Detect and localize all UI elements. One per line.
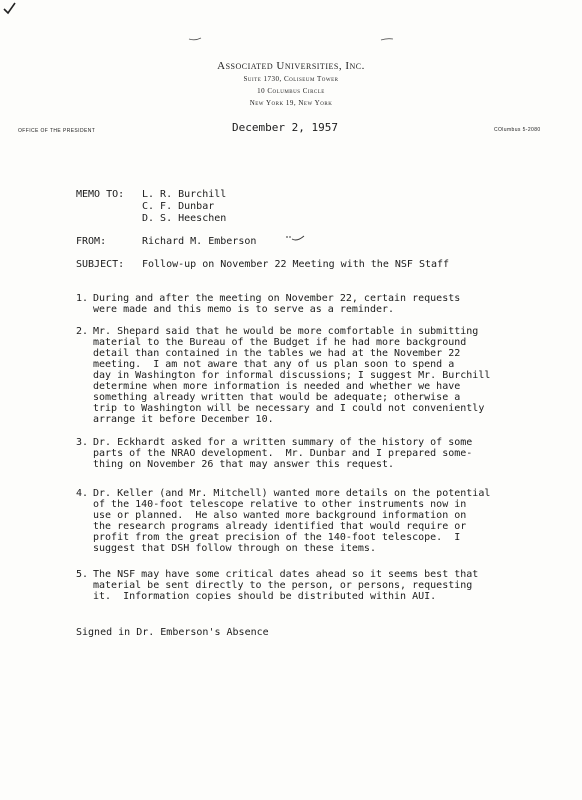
paragraph-number: 4. — [76, 488, 89, 499]
office-label: OFFICE OF THE PRESIDENT — [18, 128, 96, 134]
paragraph-line: day in Washington for informal discussions; I suggest Mr. Burchill — [93, 370, 491, 381]
paragraph-line: the research programs already identified that would require or — [93, 521, 467, 532]
paragraph-line: trip to Washington will be necessary and I could not conveniently — [93, 403, 485, 414]
paragraph-line: detail than contained in the tables we had at the November 22 — [93, 348, 461, 359]
paragraph-line: arrange it before December 10. — [93, 414, 274, 425]
memo-to-label: MEMO TO: — [76, 189, 125, 200]
stray-mark-icon — [380, 36, 394, 42]
paragraph-line: thing on November 26 that may answer this request. — [93, 459, 395, 470]
memo-date: December 2, 1957 — [232, 121, 338, 134]
closing-note: Signed in Dr. Emberson's Absence — [76, 627, 269, 638]
paragraph-number: 2. — [76, 326, 89, 337]
paragraph-line: meeting. I am not aware that any of us plan soon to spend a — [93, 359, 455, 370]
paragraph-number: 1. — [76, 293, 89, 304]
letterhead-org: Associated Universities, Inc. — [217, 60, 365, 72]
paragraph-line: of the 140-foot telescope relative to other instruments now in — [93, 499, 467, 510]
paragraph-line: Dr. Keller (and Mr. Mitchell) wanted more details on the potential — [93, 488, 491, 499]
paragraph-line: During and after the meeting on November 22, certain requests — [93, 293, 461, 304]
from-label: FROM: — [76, 236, 107, 247]
paragraph-line: something already written that would be adequate; otherwise a — [93, 392, 461, 403]
letterhead-address-line: Suite 1730, Coliseum Tower — [243, 75, 339, 83]
subject-value: Follow-up on November 22 Meeting with the NSF Staff — [142, 259, 450, 270]
initials-signature — [284, 232, 306, 244]
paragraph-line: use or planned. He also wanted more background information on — [93, 510, 467, 521]
paragraph-line: it. Information copies should be distributed within AUI. — [93, 591, 437, 602]
paragraph-line: The NSF may have some critical dates ahead so it seems best that — [93, 569, 479, 580]
paragraph-line: material to the Bureau of the Budget if he had more background — [93, 337, 467, 348]
recipient: C. F. Dunbar — [142, 201, 215, 212]
recipient: L. R. Burchill — [142, 189, 227, 200]
from-value: Richard M. Emberson — [142, 236, 257, 247]
stray-mark-icon — [188, 36, 202, 42]
paragraph-line: material be sent directly to the person, or persons, requesting — [93, 580, 473, 591]
paragraph-number: 5. — [76, 569, 89, 580]
paragraph-line: Dr. Eckhardt asked for a written summary of the history of some — [93, 437, 473, 448]
paragraph-line: suggest that DSH follow through on these items. — [93, 543, 376, 554]
subject-label: SUBJECT: — [76, 259, 125, 270]
paragraph-line: determine when more information is needed and whether we have — [93, 381, 461, 392]
check-mark-icon — [3, 2, 17, 16]
paragraph-line: profit from the great precision of the 140-foot telescope. I — [93, 532, 461, 543]
paragraph-line: parts of the NRAO development. Mr. Dunbar and I prepared some- — [93, 448, 473, 459]
letterhead-address-line: New York 19, New York — [249, 99, 333, 107]
recipient: D. S. Heeschen — [142, 213, 227, 224]
paragraph-line: were made and this memo is to serve as a reminder. — [93, 304, 395, 315]
paragraph-number: 3. — [76, 437, 89, 448]
paragraph-line: Mr. Shepard said that he would be more comfortable in submitting — [93, 326, 479, 337]
phone-number: COlumbus 5-2080 — [494, 127, 541, 133]
letterhead-address-line: 10 Columbus Circle — [257, 87, 325, 95]
